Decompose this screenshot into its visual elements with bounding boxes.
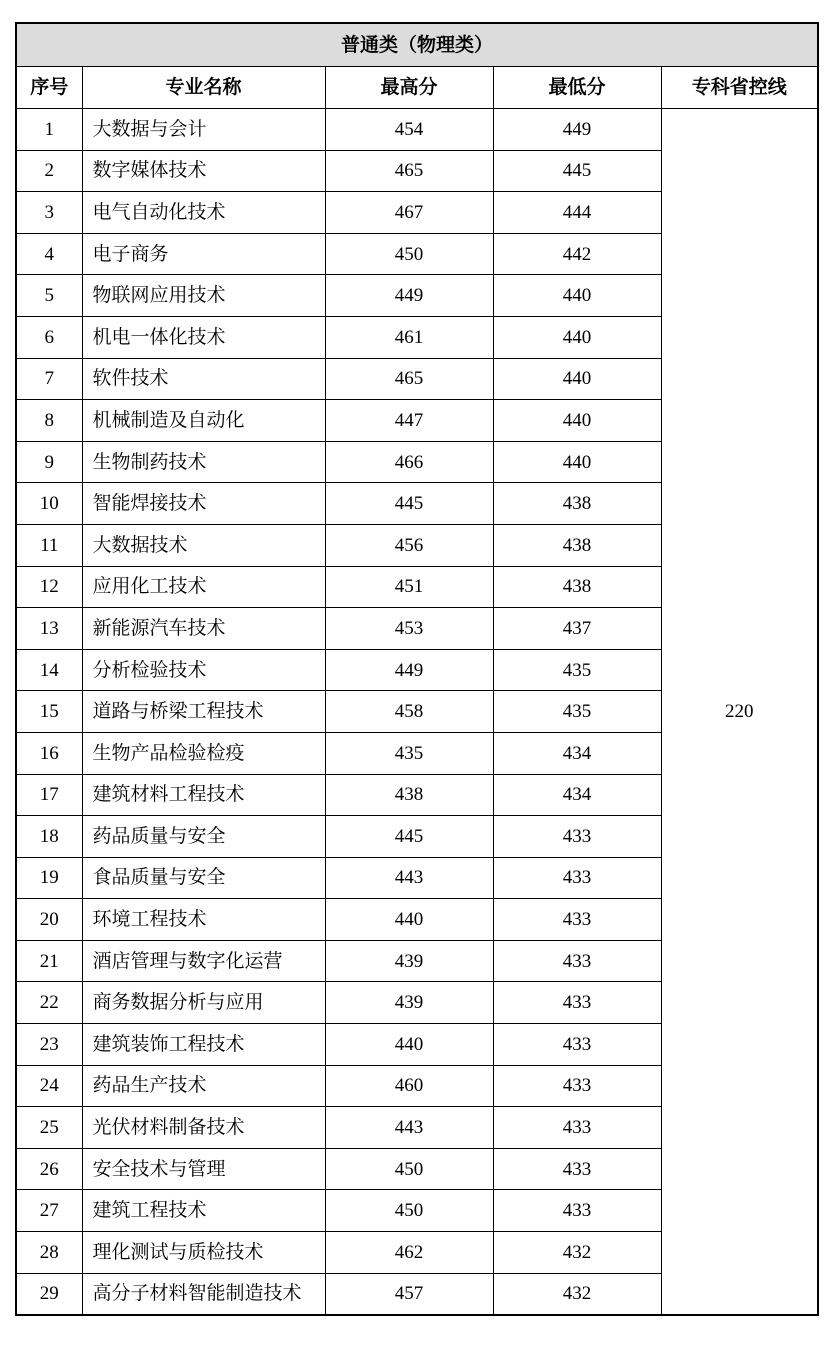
table-body bbox=[16, 109, 818, 1316]
row-max-score: 450 bbox=[325, 1148, 493, 1190]
row-major-name: 酒店管理与数字化运营 bbox=[82, 940, 325, 982]
row-min-score: 440 bbox=[493, 441, 661, 483]
row-min-score: 433 bbox=[493, 899, 661, 941]
row-major-name: 应用化工技术 bbox=[82, 566, 325, 608]
header-min-score: 最低分 bbox=[493, 67, 661, 109]
table-row bbox=[16, 109, 818, 151]
row-major-name: 电子商务 bbox=[82, 233, 325, 275]
row-major-name: 药品质量与安全 bbox=[82, 816, 325, 858]
row-major-name: 新能源汽车技术 bbox=[82, 608, 325, 650]
row-min-score: 433 bbox=[493, 816, 661, 858]
row-index: 28 bbox=[16, 1232, 82, 1274]
row-index: 11 bbox=[16, 524, 82, 566]
row-max-score: 439 bbox=[325, 940, 493, 982]
row-major-name: 大数据与会计 bbox=[82, 109, 325, 151]
row-index: 17 bbox=[16, 774, 82, 816]
row-major-name: 智能焊接技术 bbox=[82, 483, 325, 525]
row-min-score: 433 bbox=[493, 982, 661, 1024]
row-index: 7 bbox=[16, 358, 82, 400]
row-max-score: 462 bbox=[325, 1232, 493, 1274]
row-max-score: 440 bbox=[325, 1024, 493, 1066]
row-max-score: 457 bbox=[325, 1273, 493, 1315]
header-major: 专业名称 bbox=[82, 67, 325, 109]
row-index: 29 bbox=[16, 1273, 82, 1315]
row-min-score: 434 bbox=[493, 774, 661, 816]
row-index: 24 bbox=[16, 1065, 82, 1107]
row-min-score: 435 bbox=[493, 649, 661, 691]
row-max-score: 465 bbox=[325, 150, 493, 192]
row-major-name: 建筑工程技术 bbox=[82, 1190, 325, 1232]
row-index: 12 bbox=[16, 566, 82, 608]
row-major-name: 道路与桥梁工程技术 bbox=[82, 691, 325, 733]
row-min-score: 438 bbox=[493, 566, 661, 608]
score-table-container bbox=[15, 22, 819, 1316]
row-min-score: 433 bbox=[493, 1148, 661, 1190]
row-major-name: 建筑装饰工程技术 bbox=[82, 1024, 325, 1066]
row-min-score: 442 bbox=[493, 233, 661, 275]
score-table bbox=[15, 22, 819, 1316]
row-major-name: 环境工程技术 bbox=[82, 899, 325, 941]
row-min-score: 433 bbox=[493, 1190, 661, 1232]
row-max-score: 450 bbox=[325, 1190, 493, 1232]
row-index: 25 bbox=[16, 1107, 82, 1149]
row-index: 4 bbox=[16, 233, 82, 275]
row-max-score: 451 bbox=[325, 566, 493, 608]
header-control-line: 专科省控线 bbox=[661, 67, 818, 109]
row-max-score: 449 bbox=[325, 649, 493, 691]
row-max-score: 453 bbox=[325, 608, 493, 650]
row-index: 18 bbox=[16, 816, 82, 858]
row-max-score: 439 bbox=[325, 982, 493, 1024]
row-min-score: 445 bbox=[493, 150, 661, 192]
row-max-score: 438 bbox=[325, 774, 493, 816]
row-index: 10 bbox=[16, 483, 82, 525]
row-max-score: 461 bbox=[325, 316, 493, 358]
table-title-row bbox=[16, 23, 818, 67]
row-index: 3 bbox=[16, 192, 82, 234]
row-index: 8 bbox=[16, 400, 82, 442]
row-major-name: 机电一体化技术 bbox=[82, 316, 325, 358]
row-min-score: 432 bbox=[493, 1232, 661, 1274]
row-index: 14 bbox=[16, 649, 82, 691]
row-max-score: 443 bbox=[325, 857, 493, 899]
row-min-score: 434 bbox=[493, 732, 661, 774]
row-index: 21 bbox=[16, 940, 82, 982]
row-index: 9 bbox=[16, 441, 82, 483]
row-index: 5 bbox=[16, 275, 82, 317]
row-min-score: 438 bbox=[493, 483, 661, 525]
row-min-score: 435 bbox=[493, 691, 661, 733]
row-index: 6 bbox=[16, 316, 82, 358]
row-major-name: 生物制药技术 bbox=[82, 441, 325, 483]
row-major-name: 药品生产技术 bbox=[82, 1065, 325, 1107]
row-max-score: 449 bbox=[325, 275, 493, 317]
row-min-score: 433 bbox=[493, 1024, 661, 1066]
row-max-score: 447 bbox=[325, 400, 493, 442]
row-major-name: 生物产品检验检疫 bbox=[82, 732, 325, 774]
row-min-score: 433 bbox=[493, 857, 661, 899]
row-max-score: 445 bbox=[325, 816, 493, 858]
row-major-name: 食品质量与安全 bbox=[82, 857, 325, 899]
row-min-score: 440 bbox=[493, 400, 661, 442]
row-index: 1 bbox=[16, 109, 82, 151]
row-index: 20 bbox=[16, 899, 82, 941]
row-major-name: 数字媒体技术 bbox=[82, 150, 325, 192]
row-major-name: 理化测试与质检技术 bbox=[82, 1232, 325, 1274]
row-max-score: 454 bbox=[325, 109, 493, 151]
table-header-row bbox=[16, 67, 818, 109]
row-index: 22 bbox=[16, 982, 82, 1024]
row-min-score: 433 bbox=[493, 940, 661, 982]
row-major-name: 高分子材料智能制造技术 bbox=[82, 1273, 325, 1315]
row-min-score: 444 bbox=[493, 192, 661, 234]
row-major-name: 建筑材料工程技术 bbox=[82, 774, 325, 816]
row-min-score: 438 bbox=[493, 524, 661, 566]
row-max-score: 435 bbox=[325, 732, 493, 774]
row-max-score: 443 bbox=[325, 1107, 493, 1149]
row-major-name: 大数据技术 bbox=[82, 524, 325, 566]
row-index: 13 bbox=[16, 608, 82, 650]
header-max-score: 最高分 bbox=[325, 67, 493, 109]
row-index: 27 bbox=[16, 1190, 82, 1232]
row-max-score: 445 bbox=[325, 483, 493, 525]
row-max-score: 467 bbox=[325, 192, 493, 234]
row-index: 23 bbox=[16, 1024, 82, 1066]
row-min-score: 433 bbox=[493, 1107, 661, 1149]
row-min-score: 440 bbox=[493, 275, 661, 317]
row-min-score: 440 bbox=[493, 358, 661, 400]
row-max-score: 456 bbox=[325, 524, 493, 566]
row-index: 16 bbox=[16, 732, 82, 774]
row-major-name: 商务数据分析与应用 bbox=[82, 982, 325, 1024]
row-max-score: 460 bbox=[325, 1065, 493, 1107]
header-index: 序号 bbox=[16, 67, 82, 109]
row-min-score: 449 bbox=[493, 109, 661, 151]
row-max-score: 466 bbox=[325, 441, 493, 483]
row-index: 2 bbox=[16, 150, 82, 192]
row-max-score: 465 bbox=[325, 358, 493, 400]
row-index: 26 bbox=[16, 1148, 82, 1190]
row-max-score: 458 bbox=[325, 691, 493, 733]
row-major-name: 机械制造及自动化 bbox=[82, 400, 325, 442]
row-index: 15 bbox=[16, 691, 82, 733]
row-min-score: 437 bbox=[493, 608, 661, 650]
control-line-value: 220 bbox=[661, 109, 818, 1316]
row-index: 19 bbox=[16, 857, 82, 899]
row-major-name: 分析检验技术 bbox=[82, 649, 325, 691]
row-major-name: 光伏材料制备技术 bbox=[82, 1107, 325, 1149]
row-major-name: 物联网应用技术 bbox=[82, 275, 325, 317]
row-max-score: 450 bbox=[325, 233, 493, 275]
row-major-name: 安全技术与管理 bbox=[82, 1148, 325, 1190]
table-title: 普通类（物理类） bbox=[16, 23, 818, 67]
row-max-score: 440 bbox=[325, 899, 493, 941]
row-major-name: 电气自动化技术 bbox=[82, 192, 325, 234]
row-major-name: 软件技术 bbox=[82, 358, 325, 400]
row-min-score: 432 bbox=[493, 1273, 661, 1315]
row-min-score: 433 bbox=[493, 1065, 661, 1107]
row-min-score: 440 bbox=[493, 316, 661, 358]
